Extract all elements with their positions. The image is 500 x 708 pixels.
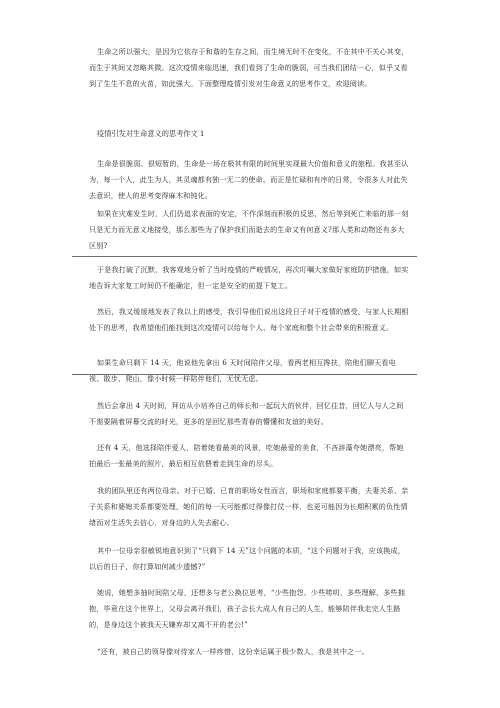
body-paragraph-10: 她说，她想多抽时间陪父母，还想多与老公换位思考，“少些抱怨、少些唠叨、多些理解、多些拥抱，毕竟在这个世界上，父母会离开我们，孩子会长大成人有自己的人生，能够陪伴我走完人生路的，是身边这个被我天天嫌弃却又离不开的老公!” <box>89 588 406 629</box>
horizontal-rule-top <box>72 256 417 257</box>
body-paragraph-9: 其中一位母亲很敏锐地意识到了“只剩下 14 天”这个问题的本质，“这个问题对于我，应该换成，以后的日子，你打算如何减少遗憾?” <box>89 546 405 571</box>
body-paragraph-3: 于是我打破了沉默，我客观地分析了当时疫情的严峻情况，再次叮嘱大家做好家庭防护措施，如实地告诉大家复工时间仍不能确定，但一定是安全的前提下复工。 <box>89 265 409 290</box>
body-paragraph-1: 生命是很脆弱、很短暂的，生命是一场在极其有限的时间里实现最大价值和意义的旅程。我甚至认为，每一个人，此生为人，其灵魂都有独一无二的使命。而正是忙碌和有序的日常，令很多人对此失去意识，使人的思考变得麻木和钝化。 <box>89 159 409 200</box>
intro-paragraph: 生命之所以强大，是因为它依存于和谐的生存之间，而生境无时不在变化，不在其中不关心其变，而生于其间又忽略其微。这次疫情来临迅速，我们看到了生命的脆弱，可当我们团结一心，似乎又看到了生生不息的火苗，如此强大。下面整理疫情引发对生命意义的思考作文，欢迎阅读。 <box>89 47 409 88</box>
body-paragraph-5: 如果生命只剩下 14 天，他说他先拿出 6 天时间陪伴父母，看两老相互搀扶，陪他们聊天看电视、散步、爬山，像小时候一样陪伴他们，无忧无虑。 <box>89 358 396 383</box>
body-paragraph-8: 我的团队里还有两位母亲。对于已婚、已育的职场女性而言，职场和家庭都要平衡，夫妻关系、亲子关系和婆媳关系都要处理，她们的每一天可能都过得像打仗一样，也更可能因为长期积累的负性情绪而对生活失去信心，对身边的人失去耐心。 <box>89 486 409 527</box>
body-paragraph-4: 然后，我又缓缓地发表了我以上的感受，我引导他们说出这段日子对于疫情的感受，与家人长期相处下的思考，我希望他们能找到这次疫情可以给每个人、每个家庭和整个社会带来的积极意义。 <box>89 307 409 332</box>
body-paragraph-11: “还有，被自己的领导像对待家人一样疼惜，这份幸运属于极少数人，我是其中之一。 <box>97 647 369 656</box>
body-paragraph-7: 还有 4 天，他选择陪伴爱人，陪着她看最美的风景，吃她最爱的美食，不吝辞藻夸她漂亮，帮她拍最后一张最美的照片，最后相互依偎着走到生命的尽头。 <box>89 443 404 468</box>
essay-title: 疫情引发对生命意义的思考作文 1 <box>97 129 205 138</box>
body-paragraph-2: 如果在灾难发生时，人们仍追求表面的安定，不作深刻而积极的反思，然后等到死亡来临的那一刻只是无力而无意义地接受，那么那些为了保护我们而逝去的生命又有何意义?那人类和动物还有多大区别? <box>89 209 409 250</box>
horizontal-rule-bottom <box>72 374 417 375</box>
body-paragraph-6: 然后会拿出 4 天时间，拜访从小培养自己的师长和一起玩大的伙伴，回忆往昔，回忆人与人之间不需要隔着屏幕交流的时光，更多的是回忆那些青春的懵懂和友谊的美好。 <box>89 401 404 426</box>
